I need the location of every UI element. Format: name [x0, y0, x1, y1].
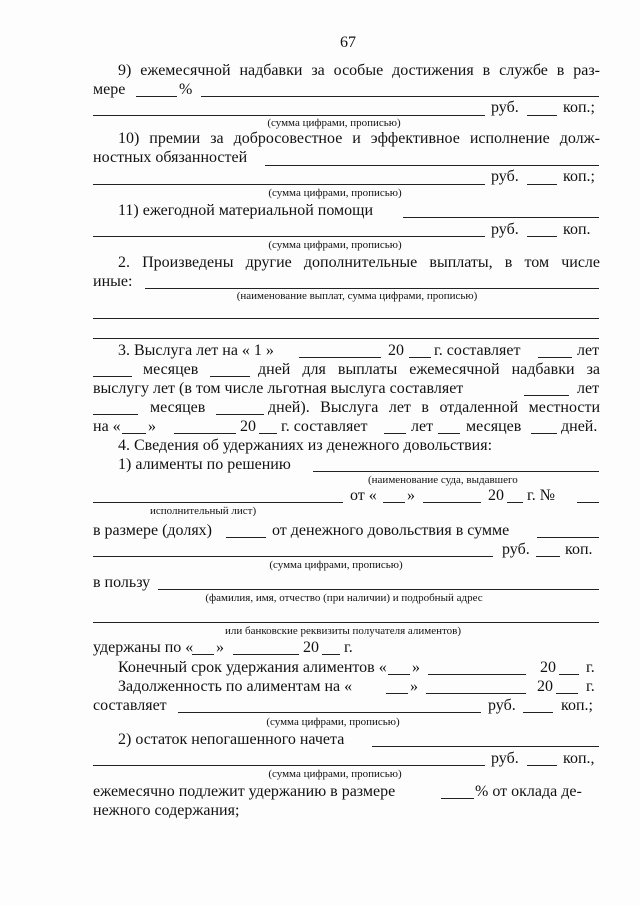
- monthly-percent-blank[interactable]: [441, 798, 474, 799]
- section3-pref-days-blank[interactable]: [216, 414, 264, 415]
- debt-day-blank[interactable]: [386, 693, 408, 694]
- debt-kop-blank[interactable]: [523, 712, 553, 713]
- debt-a: Задолженность по алиментам на «: [118, 678, 353, 695]
- section3-months-label: месяцев: [143, 361, 199, 378]
- writ-day-blank[interactable]: [383, 502, 405, 503]
- section2-line2: иные:: [93, 273, 133, 290]
- debt-amount-caption: (сумма цифрами, прописью): [266, 716, 400, 728]
- advance-blank-2[interactable]: [93, 765, 485, 766]
- section3-years-label: лет: [577, 342, 600, 359]
- final-term-d: г.: [586, 659, 595, 676]
- share-sum-blank-2[interactable]: [93, 556, 493, 557]
- item9-line1: 9) ежемесячной надбавки за особые достижения в службе в раз-: [118, 62, 600, 79]
- section3-line5-e: лет: [411, 418, 434, 435]
- item10-blank-2[interactable]: [93, 184, 485, 185]
- alimony-court-blank[interactable]: [313, 471, 599, 472]
- held-label-c: 20: [303, 639, 319, 656]
- share-sum-blank-1[interactable]: [537, 537, 599, 538]
- debt-month-blank[interactable]: [426, 693, 526, 694]
- item10-caption: (сумма цифрами, прописью): [268, 187, 402, 199]
- item9-rub-label: руб.: [491, 99, 519, 116]
- advance-blank-1[interactable]: [372, 746, 599, 747]
- item10-line1: 10) премии за добросовестное и эффективное исполнение долж-: [118, 130, 600, 147]
- writ-from-c: 20: [488, 487, 504, 504]
- advance-kop-label: коп.,: [563, 750, 595, 767]
- held-label-b: »: [216, 639, 224, 656]
- section3-line1-a: 3. Выслуга лет на « 1 »: [118, 342, 274, 359]
- item9-percent-blank[interactable]: [136, 96, 177, 97]
- share-blank[interactable]: [226, 537, 266, 538]
- section2-caption: (наименование выплат, сумма цифрами, прописью): [236, 290, 478, 302]
- section3-line5-d: г. составляет: [281, 418, 368, 435]
- writ-from-b: »: [407, 487, 415, 504]
- section3-pref-months-label: месяцев: [150, 399, 206, 416]
- debt-amount-label: составляет: [93, 697, 167, 714]
- final-year-blank[interactable]: [559, 674, 579, 675]
- section3-line5-g: дней.: [561, 418, 598, 435]
- bank-caption: или банковские реквизиты получателя алиментов): [225, 625, 461, 637]
- final-term-a: Конечный срок удержания алиментов «: [118, 659, 387, 676]
- section3-date-blank[interactable]: [299, 357, 381, 358]
- share-kop-blank[interactable]: [536, 556, 560, 557]
- monthly-percent-label: % от оклада де-: [475, 783, 582, 800]
- section3-months-blank[interactable]: [93, 376, 132, 377]
- share-rub-label: руб.: [502, 541, 530, 558]
- section3-pref-months-blank[interactable]: [93, 414, 138, 415]
- section3-remote-month-blank[interactable]: [174, 433, 236, 434]
- writ-caption: исполнительный лист): [150, 505, 257, 517]
- item9-kop-blank[interactable]: [527, 115, 557, 116]
- section3-line2-b: дней для выплаты ежемесячной надбавки за: [258, 361, 600, 378]
- section3-remote-day-blank[interactable]: [122, 433, 146, 434]
- writ-from-d: г. №: [527, 487, 556, 504]
- advance-label: 2) остаток непогашенного начета: [118, 731, 345, 748]
- section3-remote-year-blank[interactable]: [259, 433, 277, 434]
- writ-year-blank[interactable]: [507, 502, 523, 503]
- item11-rub-label: руб.: [491, 221, 519, 238]
- item9-kop-label: коп.;: [563, 99, 595, 116]
- share-sum-caption: (сумма цифрами, прописью): [269, 559, 403, 571]
- section3-line5-b: »: [148, 418, 156, 435]
- section2-blank-2[interactable]: [93, 318, 599, 319]
- share-kop-label: коп.: [565, 541, 593, 558]
- debt-year-blank[interactable]: [556, 693, 578, 694]
- debt-kop-label: коп.;: [561, 697, 593, 714]
- item9-percent-sign: %: [179, 81, 193, 98]
- page-number: 67: [340, 34, 356, 51]
- section2-blank-3[interactable]: [93, 338, 599, 339]
- held-label-d: г.: [344, 639, 353, 656]
- monthly-line1: ежемесячно подлежит удержанию в размере: [93, 783, 396, 800]
- item10-kop-label: коп.;: [563, 168, 595, 185]
- writ-number-blank[interactable]: [577, 502, 599, 503]
- final-term-b: »: [412, 659, 420, 676]
- section3-year-prefix: 20: [388, 342, 404, 359]
- item9-amount-blank-2[interactable]: [93, 115, 485, 116]
- section3-remote-days-blank[interactable]: [531, 433, 557, 434]
- favor-blank[interactable]: [158, 589, 599, 590]
- section3-line4-b: дней). Выслуга лет в отдаленной местности: [268, 399, 600, 416]
- item11-kop-label: коп.: [563, 221, 591, 238]
- final-day-blank[interactable]: [388, 674, 410, 675]
- item9-line2-label: мере: [93, 81, 126, 98]
- section2-blank-1[interactable]: [145, 288, 599, 289]
- debt-d: г.: [586, 678, 595, 695]
- item10-line2: ностных обязанностей: [93, 149, 248, 166]
- item9-caption: (сумма цифрами, прописью): [267, 117, 401, 129]
- court-caption: (наименование суда, выдавшего: [368, 474, 518, 486]
- court-name-blank[interactable]: [93, 502, 343, 503]
- section3-pref-years-blank[interactable]: [524, 395, 569, 396]
- item11-line1: 11) ежегодной материальной помощи: [118, 202, 374, 219]
- writ-from-a: от «: [350, 487, 377, 504]
- item10-rub-label: руб.: [491, 168, 519, 185]
- held-year-blank[interactable]: [322, 654, 340, 655]
- alimony-label: 1) алименты по решению: [118, 456, 291, 473]
- section4-heading: 4. Сведения об удержаниях из денежного довольствия:: [118, 437, 493, 454]
- held-label-a: удержаны по «: [93, 639, 194, 656]
- item11-blank-2[interactable]: [93, 236, 485, 237]
- item11-caption: (сумма цифрами, прописью): [268, 239, 402, 251]
- section3-line5-f: месяцев: [466, 418, 522, 435]
- section3-line3-a: выслугу лет (в том числе льготная выслуга составляет: [93, 380, 464, 397]
- section3-line1-c: г. составляет: [434, 342, 521, 359]
- monthly-line2: нежного содержания;: [93, 802, 240, 819]
- final-month-blank[interactable]: [428, 674, 526, 675]
- item11-kop-blank[interactable]: [527, 236, 557, 237]
- held-month-blank[interactable]: [233, 654, 299, 655]
- item10-blank-1[interactable]: [265, 165, 599, 166]
- advance-rub-label: руб.: [491, 750, 519, 767]
- debt-rub-label: руб.: [488, 697, 516, 714]
- final-term-c: 20: [540, 659, 556, 676]
- share-label: в размере (долях): [93, 522, 213, 539]
- item9-amount-blank-1[interactable]: [201, 96, 599, 97]
- section3-remote-years-blank[interactable]: [384, 433, 406, 434]
- favor-label: в пользу: [93, 574, 151, 591]
- favor-caption: (фамилия, имя, отчество (при наличии) и подробный адрес: [205, 592, 483, 604]
- advance-caption: (сумма цифрами, прописью): [268, 768, 402, 780]
- section3-years-blank[interactable]: [538, 357, 572, 358]
- held-day-blank[interactable]: [192, 654, 214, 655]
- writ-month-blank[interactable]: [423, 502, 481, 503]
- item11-blank-1[interactable]: [403, 217, 599, 218]
- share-label-b: от денежного довольствия в сумме: [272, 522, 510, 539]
- advance-kop-blank[interactable]: [527, 765, 557, 766]
- section3-year-blank[interactable]: [409, 357, 431, 358]
- item10-kop-blank[interactable]: [527, 184, 557, 185]
- bank-details-blank[interactable]: [93, 622, 599, 623]
- section2-line1: 2. Произведены другие дополнительные выплаты, в том числе: [118, 254, 600, 271]
- section3-line5-c: 20: [240, 418, 256, 435]
- section3-line5-a: на «: [93, 418, 121, 435]
- section3-days-blank[interactable]: [210, 376, 250, 377]
- debt-amount-blank[interactable]: [178, 712, 481, 713]
- section3-pref-years-label: лет: [577, 380, 600, 397]
- section3-remote-months-blank[interactable]: [438, 433, 460, 434]
- debt-c: 20: [537, 678, 553, 695]
- debt-b: »: [410, 678, 418, 695]
